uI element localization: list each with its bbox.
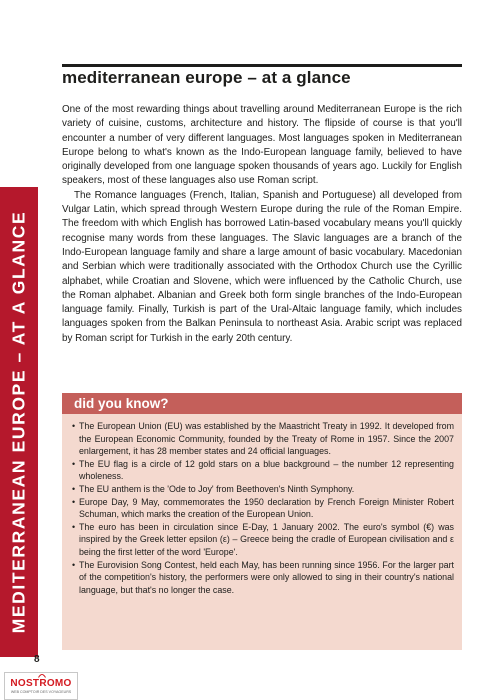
did-you-know-item-flag: • The EU flag is a circle of 12 gold stars on a blue background – the number 12 representing wholeness. <box>72 458 454 483</box>
did-you-know-item-euro: • The euro has been in circulation since E-Day, 1 January 2002. The euro's symbol (€) was inspired by the Greek letter epsilon (ε) – Greece being the cradle of European civilisation and ε being the first letter of the word 'Europe'. <box>72 521 454 559</box>
did-you-know-item-europe-day: • Europe Day, 9 May, commemorates the 1950 declaration by French Foreign Minister Robert Schuman, which marks the creation of the European Union. <box>72 496 454 521</box>
did-you-know-item-eu: • The European Union (EU) was established by the Maastricht Treaty in 1992. It developed from the European Economic Community, founded by the Treaty of Rome in 1957. Since the 2007 enlargement, it has 28 member states and 24 official languages. <box>72 420 454 458</box>
page-title: mediterranean europe – at a glance <box>62 68 351 87</box>
did-you-know-item-anthem: • The EU anthem is the 'Ode to Joy' from Beethoven's Ninth Symphony. <box>72 483 454 496</box>
intro-paragraph-1: One of the most rewarding things about travelling around Mediterranean Europe is the rich variety of cuisine, customs, architecture and history. The flipside of course is that you'll encounter a number of very different languages. Most languages spoken in Mediterranean Europe belong to what's known as the Indo-European language family, believed to have originally developed from one language spoken thousands of years ago. Luckily for English speakers, most of these languages also use Roman script. <box>62 104 462 187</box>
intro-text <box>62 103 462 346</box>
chapter-side-tab-label: MEDITERRANEAN EUROPE – AT A GLANCE <box>8 210 29 634</box>
did-you-know-title: did you know? <box>62 393 462 414</box>
nostromo-watermark-logo <box>4 672 78 700</box>
logo-tagline: WEB COMPTOIR DES VOYAGEURS <box>10 690 72 694</box>
intro-paragraph-2: The Romance languages (French, Italian, Spanish and Portuguese) all developed from Vulgar Latin, which spread through Western Europe during the rule of the Roman Empire. The freedom with which English has borrowed Latin-based vocabulary means you'll quickly recognise many words from these languages. The Slavic languages are a branch of the Indo-European language family and share a large amount of basic vocabulary. Macedonian and Serbian which were traditionally associated with the Orthodox Church use the Cyrillic alphabet, while Croatian and Slovene, which were influenced by the Catholic Church, use the Roman alphabet. Albanian and Greek both form single branches of the Indo-European language family. Finally, Turkish is part of the Ural-Altaic language family, which includes languages spoken from the Balkan Peninsula to northeast Asia. Arabic script was replaced by Roman script for Turkish in the early 20th century. <box>62 189 462 344</box>
did-you-know-box <box>62 393 462 650</box>
did-you-know-item-eurovision: • The Eurovision Song Contest, held each May, has been running since 1956. For the larger part of the competition's history, the performers were only allowed to sing in their country's national language, but that's no longer the case. <box>72 559 454 597</box>
page-number: 8 <box>34 654 40 665</box>
logo-wordmark: NOSTROMO <box>10 678 72 689</box>
did-you-know-list <box>62 414 462 596</box>
